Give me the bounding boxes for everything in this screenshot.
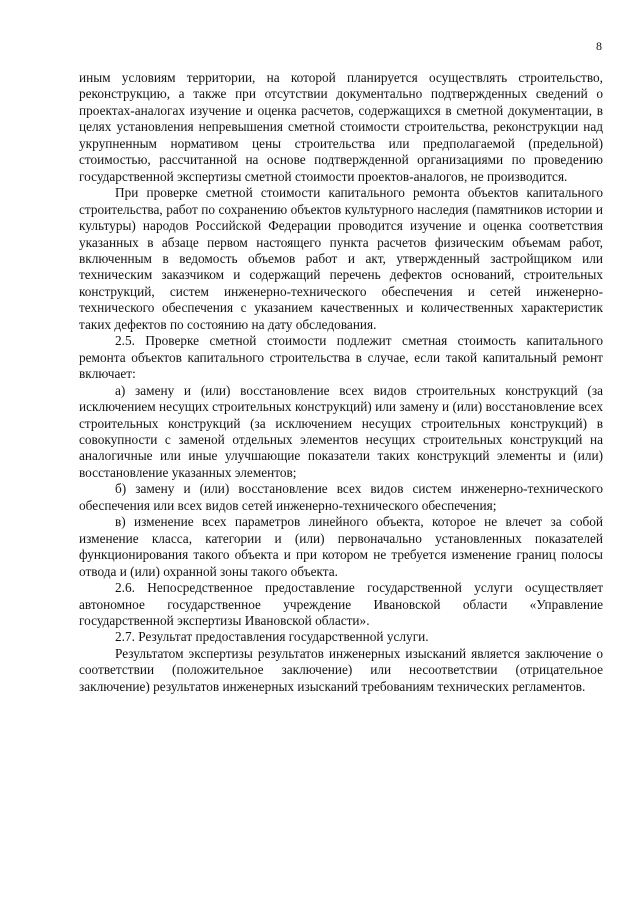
list-item-b: б) замену и (или) восстановление всех видов систем инженерно-технического обеспечения или всех видов сетей инженерно-технического обеспечения; (79, 481, 603, 513)
document-body (79, 70, 603, 695)
paragraph-capital-repair-check: При проверке сметной стоимости капитального ремонта объектов капитального строительства, работ по сохранению объектов культурного наследия (памятников истории и культуры) народов Российской Федерации проводится изучение и оценка соответствия указанных в абзаце первом настоящего пункта расчетов физическим объемам работ, включенным в ведомость объемов работ и акт, утвержденный застройщиком или техническим заказчиком и содержащий перечень дефектов оснований, строительных конструкций, систем инженерно-технического обеспечения и сетей инженерно-технического обеспечения с указанием качественных и количественных характеристик таких дефектов по состоянию на дату обследования. (79, 185, 603, 332)
paragraph-2-7: 2.7. Результат предоставления государственной услуги. (115, 629, 429, 645)
paragraph-2-5: 2.5. Проверке сметной стоимости подлежит сметная стоимость капитального ремонта объектов капитального строительства в случае, если такой капитальный ремонт включает: (79, 333, 603, 382)
list-item-v: в) изменение всех параметров линейного объекта, которое не влечет за собой изменение класса, категории и (или) первоначально установленных показателей функционирования такого объекта и при котором не требуется изменение границ полосы отвода и (или) охранной зоны такого объекта. (79, 514, 603, 579)
page-number: 8 (596, 39, 602, 53)
paragraph-2-6: 2.6. Непосредственное предоставление государственной услуги осуществляет автономное государственное учреждение Ивановской области «Управление государственной экспертизы Ивановской области». (79, 580, 603, 628)
list-item-a: а) замену и (или) восстановление всех видов строительных конструкций (за исключением несущих строительных конструкций) или замену и (или) восстановление всех строительных конструкций (за исключением несущих строительных конструкций) в совокупности с заменой отдельных элементов несущих строительных конструкций на аналогичные или иные улучшающие показатели таких конструкций элементы и (или) восстановление указанных элементов; (79, 382, 603, 480)
paragraph-continuation: иным условиям территории, на которой планируется осуществлять строительство, реконструкцию, а также при отсутствии документально подтвержденных сведений о проектах-аналогах изучение и оценка расчетов, содержащихся в сметной документации, в целях установления непревышения сметной стоимости строительства, реконструкции над укрупненным нормативом цены строительства или предполагаемой (предельной) стоимостью, рассчитанной на основе подтвержденной организациями по проведению государственной экспертизы сметной стоимости проектов-аналогов, не производится. (79, 70, 603, 184)
paragraph-result: Результатом экспертизы результатов инженерных изысканий является заключение о соответствии (положительное заключение) или несоответствии (отрицательное заключение) результатов инженерных изысканий требованиям технических регламентов. (79, 645, 603, 694)
